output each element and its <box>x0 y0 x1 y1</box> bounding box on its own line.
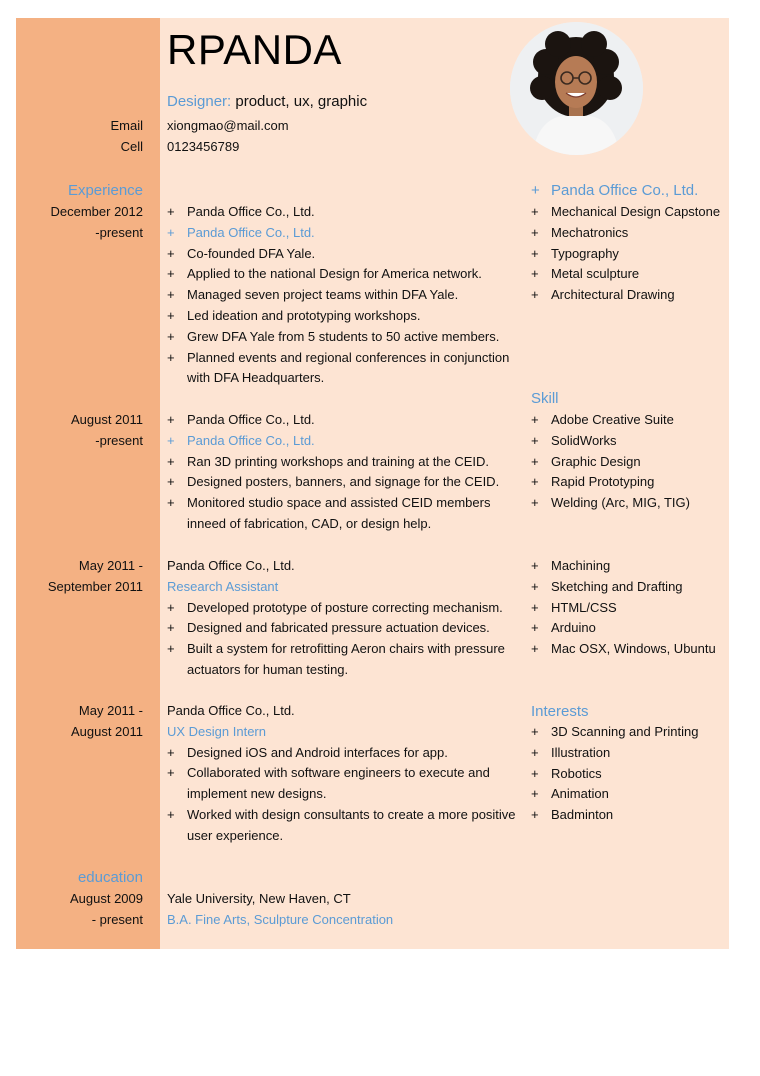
plus-icon: + <box>531 474 539 489</box>
exp2-line <box>167 433 315 448</box>
plus-icon: + <box>531 246 539 261</box>
exp1-line <box>167 266 482 281</box>
plus-icon: + <box>531 204 539 219</box>
exp1-line-text: Co-founded DFA Yale. <box>187 246 316 261</box>
job-title-key: Designer: <box>167 93 232 110</box>
plus-icon: + <box>167 204 175 219</box>
exp1-line-text: with DFA Headquarters. <box>187 370 325 385</box>
exp2-line <box>187 516 431 531</box>
plus-icon: + <box>531 225 539 240</box>
exp4-date-start: May 2011 - <box>78 703 143 718</box>
plus-icon: + <box>167 266 175 281</box>
exp4-line-text: implement new designs. <box>187 786 327 801</box>
plus-icon: + <box>167 620 175 635</box>
company-items-item <box>531 266 639 281</box>
plus-icon: + <box>531 495 539 510</box>
plus-icon: + <box>167 287 175 302</box>
plus-icon: + <box>167 454 175 469</box>
exp1-line <box>167 350 509 365</box>
exp4-line-text: UX Design Intern <box>167 724 266 739</box>
skill-items-item-text: SolidWorks <box>551 433 617 448</box>
exp2-line <box>167 495 490 510</box>
exp4-line <box>167 724 266 739</box>
company-items-item-text: Architectural Drawing <box>551 287 675 302</box>
exp2-line-text: Ran 3D printing workshops and training at the CEID. <box>187 454 490 469</box>
skill-items-item-text: Graphic Design <box>551 454 641 469</box>
education-school: Yale University, New Haven, CT <box>167 891 351 906</box>
plus-icon: + <box>167 246 175 261</box>
plus-icon: + <box>167 495 175 510</box>
skill-items2-item-text: Arduino <box>551 620 596 635</box>
exp3-line <box>187 662 348 677</box>
exp1-date-end: -present <box>95 225 143 240</box>
exp2-line-text: Panda Office Co., Ltd. <box>187 412 315 427</box>
plus-icon: + <box>167 350 175 365</box>
skill-items-item <box>531 433 617 448</box>
plus-icon: + <box>167 329 175 344</box>
company-items-item-text: Mechatronics <box>551 225 629 240</box>
exp1-line <box>167 308 420 323</box>
exp1-line <box>167 329 499 344</box>
company-items-item <box>531 246 619 261</box>
exp1-line <box>187 370 324 385</box>
job-title <box>167 93 367 110</box>
resume-sidebar <box>16 18 160 949</box>
company-items-item <box>531 204 720 219</box>
job-title-value: product, ux, graphic <box>231 93 368 110</box>
exp2-line <box>167 412 315 427</box>
interests-items-item <box>531 745 610 760</box>
experience-heading: Experience <box>67 182 143 199</box>
exp3-line <box>167 558 295 573</box>
exp1-line-text: Grew DFA Yale from 5 students to 50 active members. <box>187 329 500 344</box>
plus-icon: + <box>167 412 175 427</box>
plus-icon: + <box>167 308 175 323</box>
cell-label: Cell <box>120 139 143 154</box>
exp3-line-text: Developed prototype of posture correcting mechanism. <box>187 600 503 615</box>
exp1-line-text: Applied to the national Design for America network. <box>187 266 482 281</box>
exp3-line-text: Built a system for retrofitting Aeron chairs with pressure <box>187 641 505 656</box>
skill-items-item <box>531 412 674 427</box>
exp3-line <box>167 600 503 615</box>
skill-items-item <box>531 474 654 489</box>
exp4-line <box>167 765 490 780</box>
exp1-line <box>167 225 315 240</box>
plus-icon: + <box>531 412 539 427</box>
company-items-item-text: Mechanical Design Capstone <box>551 204 721 219</box>
exp1-line-text: Managed seven project teams within DFA Yale. <box>187 287 459 302</box>
exp4-date-end: August 2011 <box>70 724 143 739</box>
interests-items-item <box>531 786 609 801</box>
plus-icon: + <box>167 474 175 489</box>
exp4-line <box>187 786 326 801</box>
interests-items-item-text: 3D Scanning and Printing <box>551 724 699 739</box>
skill-items2-item-text: Sketching and Drafting <box>551 579 683 594</box>
education-date-end: - present <box>91 912 143 927</box>
exp3-line <box>167 641 505 656</box>
skill-heading: Skill <box>531 390 559 407</box>
education-degree: B.A. Fine Arts, Sculpture Concentration <box>167 912 394 927</box>
exp4-line <box>167 703 295 718</box>
exp1-line <box>167 204 315 219</box>
exp2-line-text: Designed posters, banners, and signage for the CEID. <box>187 474 500 489</box>
profile-photo <box>510 22 643 155</box>
plus-icon: + <box>167 600 175 615</box>
plus-icon: + <box>531 786 539 801</box>
skill-items2-item <box>531 641 716 656</box>
plus-icon: + <box>531 600 539 615</box>
skill-items-item-text: Rapid Prototyping <box>551 474 655 489</box>
exp1-line-text: Panda Office Co., Ltd. <box>187 225 315 240</box>
plus-icon: + <box>531 641 539 656</box>
portrait-illustration <box>510 22 643 155</box>
plus-icon: + <box>531 766 539 781</box>
cell-value: 0123456789 <box>167 139 240 154</box>
exp3-date-start: May 2011 - <box>78 558 143 573</box>
exp3-line-text: Designed and fabricated pressure actuation devices. <box>187 620 490 635</box>
interests-items-item-text: Robotics <box>551 766 602 781</box>
plus-icon: + <box>531 558 539 573</box>
interests-heading: Interests <box>531 703 589 720</box>
skill-items-item <box>531 454 641 469</box>
plus-icon: + <box>167 745 175 760</box>
exp2-date-start: August 2011 <box>70 412 143 427</box>
company-items-item <box>531 287 675 302</box>
exp1-date-start: December 2012 <box>50 204 143 219</box>
exp1-line-text: Led ideation and prototyping workshops. <box>187 308 421 323</box>
exp1-line <box>167 287 458 302</box>
plus-icon: + <box>531 807 539 822</box>
skill-items2-item-text: Mac OSX, Windows, Ubuntu <box>551 641 716 656</box>
skill-items-item-text: Welding (Arc, MIG, TIG) <box>551 495 690 510</box>
exp3-line-text: actuators for human testing. <box>187 662 349 677</box>
interests-items-item <box>531 766 602 781</box>
exp4-line-text: user experience. <box>187 828 284 843</box>
skill-items2-item <box>531 579 683 594</box>
plus-icon: + <box>531 724 539 739</box>
exp1-line <box>167 246 315 261</box>
skill-items-item <box>531 495 690 510</box>
resume-name: RPANDA <box>167 26 342 73</box>
exp4-line-text: Panda Office Co., Ltd. <box>167 703 295 718</box>
interests-items-item-text: Illustration <box>551 745 611 760</box>
interests-items-item-text: Badminton <box>551 807 614 822</box>
right-company-heading-text: Panda Office Co., Ltd. <box>551 182 699 199</box>
skill-items2-item <box>531 600 617 615</box>
education-date-start: August 2009 <box>69 891 143 906</box>
exp4-line-text: Designed iOS and Android interfaces for app. <box>187 745 448 760</box>
company-items-item-text: Typography <box>551 246 619 261</box>
exp3-line-text: Research Assistant <box>167 579 279 594</box>
plus-icon: + <box>531 433 539 448</box>
plus-icon: + <box>531 266 539 281</box>
exp4-line <box>187 828 283 843</box>
right-company-heading <box>531 182 698 199</box>
plus-icon: + <box>167 807 175 822</box>
plus-icon: + <box>531 579 539 594</box>
plus-icon: + <box>531 287 539 302</box>
exp4-line <box>167 807 516 822</box>
plus-icon: + <box>167 765 175 780</box>
plus-icon: + <box>167 433 175 448</box>
exp1-line-text: Panda Office Co., Ltd. <box>187 204 315 219</box>
email-label: Email <box>110 118 143 133</box>
exp3-date-end: September 2011 <box>47 579 143 594</box>
exp3-line-text: Panda Office Co., Ltd. <box>167 558 295 573</box>
exp4-line <box>167 745 448 760</box>
skill-items-item-text: Adobe Creative Suite <box>551 412 674 427</box>
exp2-date-end: -present <box>95 433 143 448</box>
plus-icon: + <box>531 454 539 469</box>
plus-icon: + <box>531 182 540 199</box>
exp4-line-text: Collaborated with software engineers to execute and <box>187 765 490 780</box>
exp2-line-text: Panda Office Co., Ltd. <box>187 433 315 448</box>
plus-icon: + <box>167 641 175 656</box>
exp2-line <box>167 454 489 469</box>
company-items-item <box>531 225 628 240</box>
skill-items2-item <box>531 558 610 573</box>
exp1-line-text: Planned events and regional conferences in conjunction <box>187 350 510 365</box>
skill-items2-item <box>531 620 596 635</box>
email-value: xiongmao@mail.com <box>167 118 289 133</box>
exp2-line <box>167 474 499 489</box>
skill-items2-item-text: Machining <box>551 558 611 573</box>
education-heading: education <box>77 869 143 886</box>
exp4-line-text: Worked with design consultants to create a more positive <box>187 807 516 822</box>
exp2-line-text: inneed of fabrication, CAD, or design help. <box>187 516 432 531</box>
interests-items-item <box>531 724 698 739</box>
skill-items2-item-text: HTML/CSS <box>551 600 617 615</box>
plus-icon: + <box>531 745 539 760</box>
plus-icon: + <box>167 225 175 240</box>
exp3-line <box>167 620 490 635</box>
interests-items-item <box>531 807 613 822</box>
company-items-item-text: Metal sculpture <box>551 266 640 281</box>
exp3-line <box>167 579 278 594</box>
exp2-line-text: Monitored studio space and assisted CEID members <box>187 495 491 510</box>
interests-items-item-text: Animation <box>551 786 609 801</box>
plus-icon: + <box>531 620 539 635</box>
